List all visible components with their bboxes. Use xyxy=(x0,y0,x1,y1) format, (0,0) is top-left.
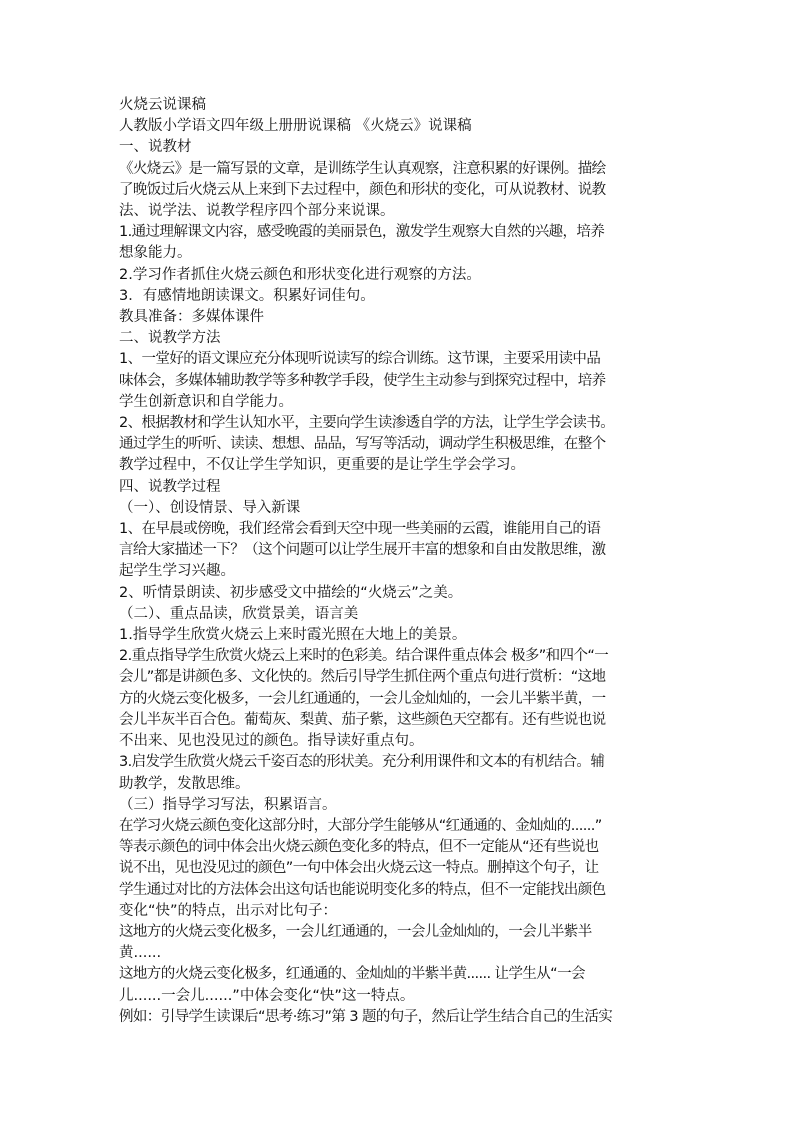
paragraph-line: 会儿半灰半百合色。葡萄灰、梨黄、茄子紫，这些颜色天空都有。还有些说也说 xyxy=(119,711,606,728)
paragraph-line: 法、说学法、说教学程序四个部分来说课。 xyxy=(119,203,395,220)
paragraph-line: 言给大家描述一下？（这个问题可以让学生展开丰富的想象和自由发散思维，激 xyxy=(119,542,606,559)
paragraph-line: 2、根据教材和学生认知水平，主要向学生读渗透自学的方法，让学生学会读书。 xyxy=(119,415,615,432)
paragraph-line: 方的火烧云变化极多，一会儿红通通的，一会儿金灿灿的，一会儿半紫半黄，一 xyxy=(119,690,606,707)
paragraph-line: 1.指导学生欣赏火烧云上来时霞光照在大地上的美景。 xyxy=(119,627,467,644)
paragraph-line: 儿......一会儿......”中体会变化“快”这一特点。 xyxy=(119,987,415,1004)
paragraph-line: 例如：引导学生读课后“思考·练习”第 3 题的句子，然后让学生结合自己的生活实 xyxy=(119,1008,613,1025)
paragraph-line: 黄...... xyxy=(119,945,162,962)
paragraph-line: 这地方的火烧云变化极多，一会儿红通通的，一会儿金灿灿的，一会儿半紫半 xyxy=(119,923,592,940)
document-subtitle: 人教版小学语文四年级上册册说课稿 《火烧云》说课稿 xyxy=(119,118,472,135)
subsection-heading: （二）、重点品读，欣赏景美，语言美 xyxy=(119,605,359,622)
section-heading-methods: 二、说教学方法 xyxy=(119,330,221,347)
paragraph-line: 想象能力。 xyxy=(119,245,192,262)
paragraph-line: 教具准备：多媒体课件 xyxy=(119,309,264,326)
paragraph-line: 通过学生的听听、读读、想想、品品，写写等活动，调动学生积极思维，在整个 xyxy=(119,436,606,453)
document-title: 火烧云说课稿 xyxy=(119,97,206,113)
paragraph-line: 1、在早晨或傍晚，我们经常会看到天空中现一些美丽的云霞，谁能用自己的语 xyxy=(119,521,601,538)
paragraph-line: 在学习火烧云颜色变化这部分时，大部分学生能够从“红通通的、金灿灿的......” xyxy=(119,817,602,834)
paragraph-line: 3．有感情地朗读课文。积累好词佳句。 xyxy=(119,287,375,304)
paragraph-line: 2.重点指导学生欣赏火烧云上来时的色彩美。结合课件重点体会 极多”和四个“一 xyxy=(119,648,609,665)
paragraph-line: 不出来、见也没见过的颜色。指导读好重点句。 xyxy=(119,733,424,750)
paragraph-line: 会儿”都是讲颜色多、文化快的。然后引导学生抓住两个重点句进行赏析：“这地 xyxy=(119,669,606,686)
paragraph-line: 味体会，多媒体辅助教学等多种教学手段，使学生主动参与到探究过程中，培养 xyxy=(119,372,606,389)
paragraph-line: 教学过程中，不仅让学生学知识，更重要的是让学生学会学习。 xyxy=(119,457,525,474)
paragraph-line: 学生通过对比的方法体会出这句话也能说明变化多的特点，但不一定能找出颜色 xyxy=(119,881,606,898)
paragraph-line: 2、听情景朗读、初步感受文中描绘的“火烧云”之美。 xyxy=(119,584,463,601)
paragraph-line: 了晚饭过后火烧云从上来到下去过程中，颜色和形状的变化，可从说教材、说教 xyxy=(119,181,606,198)
paragraph-line: 等表示颜色的词中体会出火烧云颜色变化多的特点，但不一定能从“还有些说也 xyxy=(119,839,599,856)
paragraph-line: 变化“快”的特点，出示对比句子： xyxy=(119,902,338,919)
subsection-heading: （一）、创设情景、导入新课 xyxy=(119,499,301,516)
paragraph-line: 1、一堂好的语文课应充分体现听说读写的综合训练。这节课，主要采用读中品 xyxy=(119,351,601,368)
section-heading-textbook: 一、说教材 xyxy=(119,139,192,156)
paragraph-line: 《火烧云》是一篇写景的文章，是训练学生认真观察，注意积累的好课例。描绘 xyxy=(119,160,606,177)
paragraph-line: 说不出，见也没见过的颜色”一句中体会出火烧云这一特点。删掉这个句子，让 xyxy=(119,860,599,877)
paragraph-line: 3.启发学生欣赏火烧云千姿百态的形状美。充分利用课件和文本的有机结合。辅 xyxy=(119,754,605,771)
paragraph-line: 助教学，发散思维。 xyxy=(119,775,250,792)
section-heading-process: 四、说教学过程 xyxy=(119,478,221,495)
paragraph-line: 起学生学习兴趣。 xyxy=(119,563,235,580)
paragraph-line: 1.通过理解课文内容，感受晚霞的美丽景色，激发学生观察大自然的兴趣，培养 xyxy=(119,224,605,241)
paragraph-line: 这地方的火烧云变化极多，红通通的、金灿灿的半紫半黄...... 让学生从“一会 xyxy=(119,966,585,983)
paragraph-line: 学生创新意识和自学能力。 xyxy=(119,393,293,410)
subsection-heading: （三）指导学习写法，积累语言。 xyxy=(119,796,337,813)
paragraph-line: 2.学习作者抓住火烧云颜色和形状变化进行观察的方法。 xyxy=(119,266,481,283)
document-page xyxy=(119,95,679,1028)
